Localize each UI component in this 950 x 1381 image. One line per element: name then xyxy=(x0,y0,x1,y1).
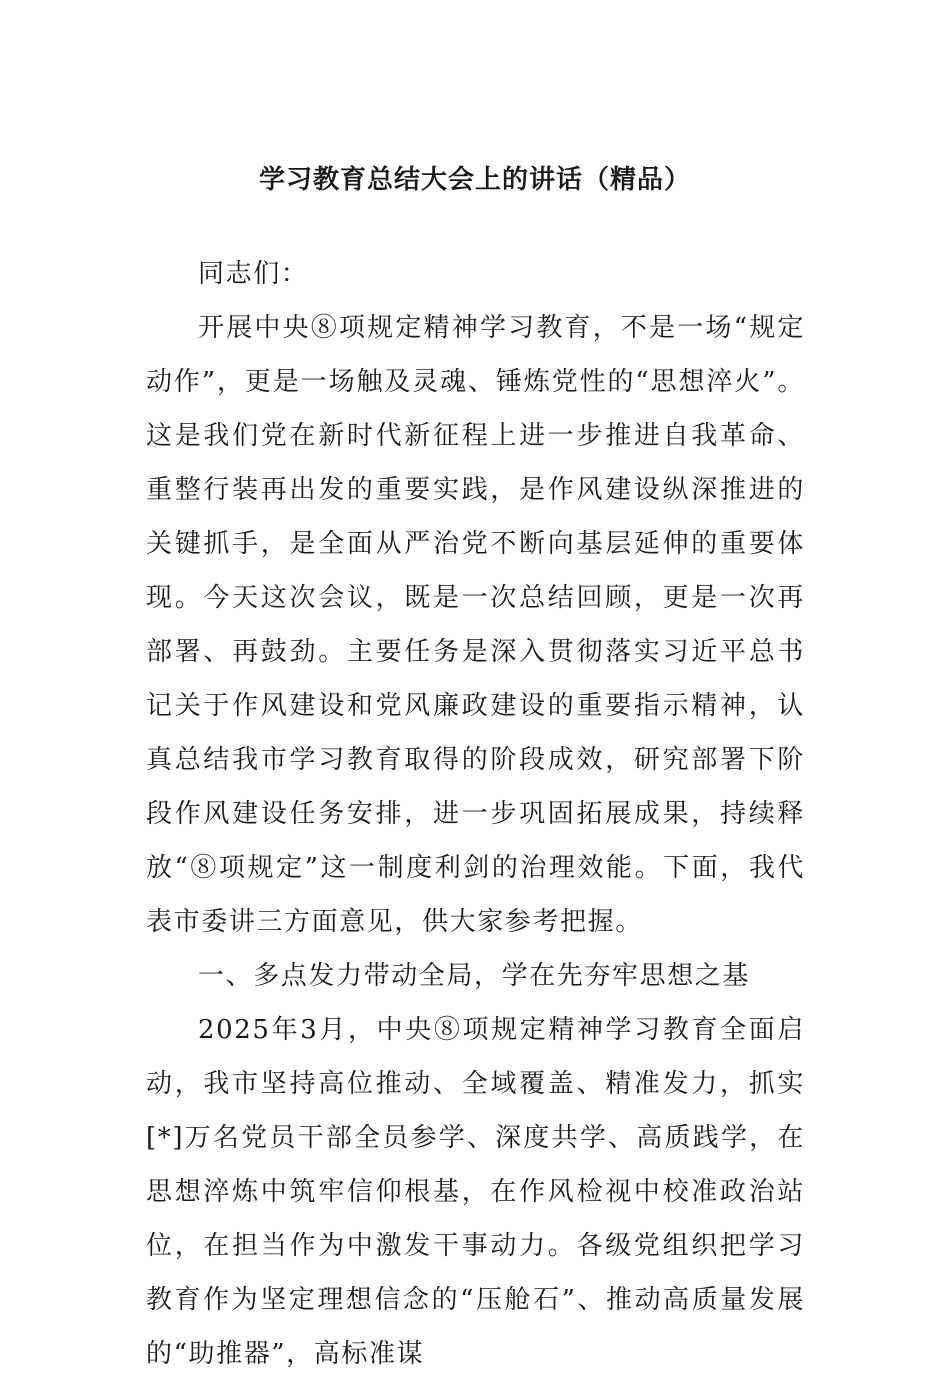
section-1-paragraph: 2025年3月，中央⑧项规定精神学习教育全面启动，我市坚持高位推动、全域覆盖、精准发力，抓实[*]万名党员干部全员参学、深度共学、高质践学，在思想淬炼中筑牢信仰根基，在作风检视中校准政治站位，在担当作为中激发干事动力。各级党组织把学习教育作为坚定理想信念的“压舱石”、推动高质量发展的“助推器”，高标准谋 xyxy=(146,1015,806,1369)
opening-paragraph: 开展中央⑧项规定精神学习教育，不是一场“规定动作”，更是一场触及灵魂、锤炼党性的“思想淬火”。这是我们党在新时代新征程上进一步推进自我革命、重整行装再出发的重要实践，是作风建设纵深推进的关键抓手，是全面从严治党不断向基层延伸的重要体现。今天这次会议，既是一次总结回顾，更是一次再部署、再鼓劲。主要任务是深入贯彻落实习近平总书记关于作风建设和党风廉政建设的重要指示精神，认真总结我市学习教育取得的阶段成效，研究部署下阶段作风建设任务安排，进一步巩固拓展成果，持续释放“⑧项规定”这一制度利剑的治理效能。下面，我代表市委讲三方面意见，供大家参考把握。 xyxy=(146,313,805,937)
section-heading-1: 一、多点发力带动全局，学在先夯牢思想之基 xyxy=(198,961,751,991)
document-body xyxy=(146,247,805,1381)
salutation-paragraph: 同志们： xyxy=(198,259,309,289)
document-title: 学习教育总结大会上的讲话（精品） xyxy=(258,165,691,195)
